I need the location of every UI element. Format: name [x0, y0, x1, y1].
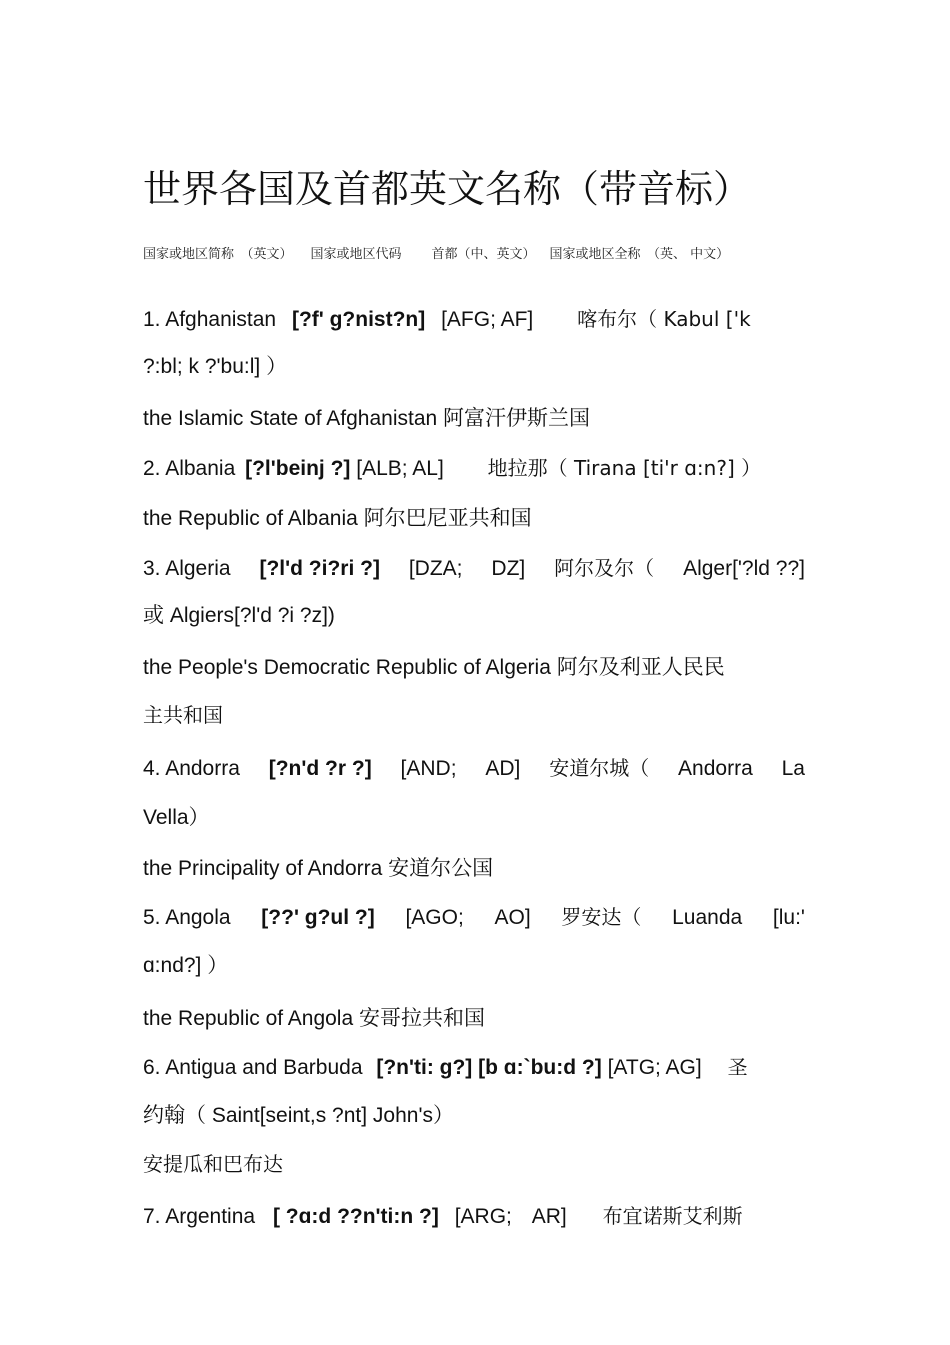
country-name: 6. Antigua and Barbuda [143, 1056, 363, 1079]
header-col-full-name: 国家或地区全称 （英、 中文） [549, 247, 730, 262]
entry-3-full-name-cont: 主共和国 [143, 703, 223, 727]
country-name: 5. Angola [143, 906, 231, 929]
phonetic: [?l'd ?i?ri ?] [259, 557, 380, 580]
capital-en: Luanda [672, 906, 743, 929]
capital: 地拉那（ Tirana [ti'r ɑ:n?] ） [487, 456, 762, 480]
entry-3-line-1 [143, 558, 805, 579]
entry-6-line-1 [143, 1057, 805, 1078]
capital: 阿尔及尔（ [554, 556, 655, 580]
capital: 罗安达（ [561, 905, 642, 929]
country-name: 7. Argentina [143, 1205, 256, 1228]
phonetic: [ ?ɑ:d ??n'ti:n ?] [272, 1205, 439, 1228]
header-col-capital: 首都（中、英文） [431, 247, 536, 262]
entry-7-line-1 [143, 1206, 805, 1227]
entry-6-line-2: 约翰（ Saint[seint,s ?nt] John's） [143, 1104, 454, 1127]
country-code-2: AR] [531, 1205, 567, 1228]
entry-5-full-name: the Republic of Angola 安哥拉共和国 [143, 1007, 485, 1030]
capital-en: Andorra [678, 757, 753, 780]
header-row [143, 243, 729, 262]
country-code-2: AD] [485, 757, 521, 780]
country-code: [ATG; AG] [607, 1056, 702, 1079]
country-name: 3. Algeria [143, 557, 231, 580]
entry-2-line-1 [143, 458, 805, 479]
country-name: 1. Afghanistan [143, 308, 277, 331]
page-title: 世界各国及首都英文名称（带音标） [143, 167, 752, 211]
country-name: 2. Albania [143, 457, 236, 480]
entry-5-line-2: ɑ:nd?] ） [143, 954, 229, 977]
entry-5-line-1 [143, 907, 805, 928]
phonetic: [?n'ti: ɡ?] [b ɑ:`bu:d ?] [376, 1056, 602, 1079]
entry-4-line-1 [143, 758, 805, 779]
entry-1-line-1 [143, 309, 805, 330]
entry-4-line-2: Vella） [143, 806, 210, 829]
entry-3-full-name: the People's Democratic Republic of Algeria 阿尔及利亚人民民 [143, 656, 725, 679]
phonetic: [?n'd ?r ?] [268, 757, 372, 780]
country-name: 4. Andorra [143, 757, 240, 780]
entry-1-line-2: ?:bl; k ?'bu:l] ） [143, 355, 288, 378]
country-code-2: AO] [494, 906, 531, 929]
capital-phonetic: [lu:' [772, 906, 805, 929]
capital: 安道尔城（ [549, 756, 650, 780]
entry-1-full-name: the Islamic State of Afghanistan 阿富汗伊斯兰国 [143, 407, 591, 430]
phonetic: [??' ɡ?ul ?] [261, 906, 375, 929]
country-code-2: DZ] [491, 557, 526, 580]
country-code: [ALB; AL] [356, 457, 444, 480]
country-code: [AFG; AF] [441, 308, 534, 331]
phonetic: [?l'beinj ?] [245, 457, 351, 480]
capital: 布宜诺斯艾利斯 [602, 1204, 743, 1228]
entry-3-line-2: 或 Algiers[?l'd ?i ?z]) [143, 604, 335, 627]
entry-6-full-name: 安提瓜和巴布达 [143, 1152, 283, 1176]
header-col-short-name: 国家或地区简称 （英文） [143, 247, 293, 262]
country-code: [DZA; [408, 557, 463, 580]
capital-en-2: La [781, 757, 805, 780]
capital: 圣 [727, 1055, 748, 1079]
country-code: [AGO; [405, 906, 464, 929]
phonetic: [?f' ɡ?nist?n] [291, 308, 426, 331]
entry-4-full-name: the Principality of Andorra 安道尔公国 [143, 857, 494, 880]
entry-2-full-name: the Republic of Albania 阿尔巴尼亚共和国 [143, 507, 532, 530]
capital: 喀布尔（ Kabul ['k [577, 307, 751, 331]
country-code: [ARG; [454, 1205, 512, 1228]
capital-en: Alger['?ld ??] [683, 557, 805, 580]
country-code: [AND; [400, 757, 457, 780]
header-col-code: 国家或地区代码 [310, 247, 402, 262]
